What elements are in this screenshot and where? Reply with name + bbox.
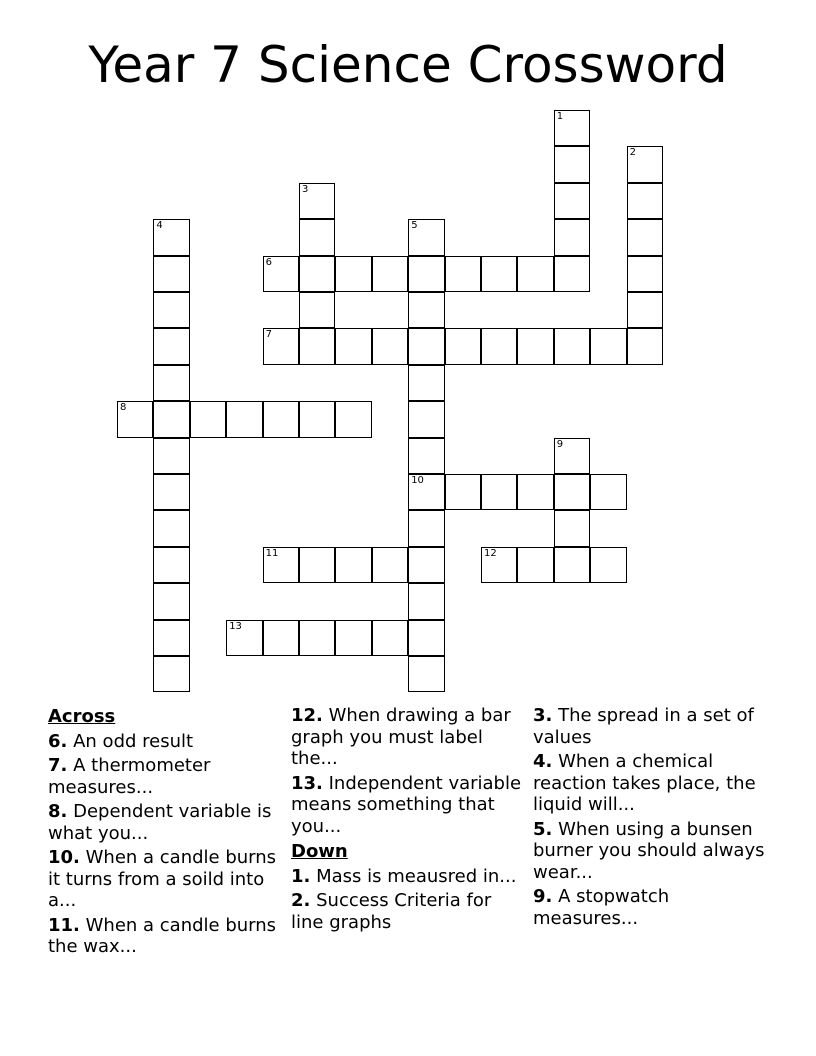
clue-text: When a candle burns it turns from a soild into a... xyxy=(48,847,277,911)
clue-text: An odd result xyxy=(73,730,194,752)
crossword-cell[interactable] xyxy=(517,547,553,583)
crossword-cell[interactable] xyxy=(335,256,371,292)
clue-down-5 xyxy=(533,819,768,884)
clue-number: 3. xyxy=(533,705,553,726)
clue-text: Independent variable means something that you... xyxy=(291,772,522,837)
crossword-cell[interactable] xyxy=(153,547,189,583)
crossword-cell[interactable] xyxy=(408,219,444,255)
crossword-cell[interactable] xyxy=(226,620,262,656)
crossword-cell[interactable] xyxy=(263,547,299,583)
clue-text: The spread in a set of values xyxy=(533,705,754,748)
crossword-cell[interactable] xyxy=(590,547,626,583)
clue-across-6 xyxy=(48,731,283,753)
crossword-cell[interactable] xyxy=(372,256,408,292)
cell-number: 2 xyxy=(629,147,636,159)
clue-text: When a chemical reaction takes place, the liquid will... xyxy=(533,751,756,815)
crossword-cell[interactable] xyxy=(554,110,590,146)
clue-number: 12. xyxy=(291,705,323,726)
crossword-cell[interactable] xyxy=(554,146,590,182)
crossword-cell[interactable] xyxy=(408,620,444,656)
cell-number: 12 xyxy=(484,547,497,559)
crossword-cell[interactable] xyxy=(445,474,481,510)
clue-down-2 xyxy=(291,890,526,933)
clues-column-3 xyxy=(533,702,768,929)
clue-number: 13. xyxy=(291,772,323,794)
clue-number: 11. xyxy=(48,914,80,936)
crossword-cell[interactable] xyxy=(335,328,371,364)
crossword-cell[interactable] xyxy=(554,510,590,546)
crossword-cell[interactable] xyxy=(226,401,262,437)
cell-number: 3 xyxy=(302,183,309,195)
clue-text: A thermometer measures... xyxy=(48,755,211,798)
crossword-cell[interactable] xyxy=(627,146,663,182)
crossword-cell[interactable] xyxy=(627,256,663,292)
crossword-cell[interactable] xyxy=(117,401,153,437)
crossword-cell[interactable] xyxy=(590,328,626,364)
crossword-cell[interactable] xyxy=(299,256,335,292)
crossword-cell[interactable] xyxy=(263,620,299,656)
crossword-cell[interactable] xyxy=(372,328,408,364)
crossword-cell[interactable] xyxy=(408,474,444,510)
cell-number: 4 xyxy=(156,220,163,232)
crossword-cell[interactable] xyxy=(299,547,335,583)
crossword-cell[interactable] xyxy=(590,474,626,510)
crossword-cell[interactable] xyxy=(263,328,299,364)
clue-number: 1. xyxy=(291,865,311,887)
crossword-cell[interactable] xyxy=(299,183,335,219)
clue-number: 2. xyxy=(291,890,311,911)
crossword-cell[interactable] xyxy=(408,292,444,328)
crossword-cell[interactable] xyxy=(627,183,663,219)
crossword-cell[interactable] xyxy=(299,328,335,364)
cell-number: 6 xyxy=(265,256,272,268)
crossword-cell[interactable] xyxy=(335,547,371,583)
crossword-cell[interactable] xyxy=(627,328,663,364)
clues-column-2 xyxy=(291,702,526,933)
crossword-cell[interactable] xyxy=(408,583,444,619)
clue-number: 6. xyxy=(48,730,68,752)
cell-number: 5 xyxy=(411,220,418,232)
clue-text: When a candle burns the wax... xyxy=(48,914,277,957)
clue-text: Mass is meausred in... xyxy=(316,865,517,887)
crossword-cell[interactable] xyxy=(481,256,517,292)
crossword-cell[interactable] xyxy=(554,474,590,510)
clue-number: 10. xyxy=(48,847,80,868)
crossword-cell[interactable] xyxy=(481,474,517,510)
crossword-cell[interactable] xyxy=(372,547,408,583)
clue-number: 4. xyxy=(533,751,553,772)
crossword-cell[interactable] xyxy=(299,292,335,328)
cell-number: 11 xyxy=(265,547,279,559)
crossword-cell[interactable] xyxy=(554,547,590,583)
cell-number: 1 xyxy=(556,111,564,122)
crossword-cell[interactable] xyxy=(335,620,371,656)
crossword-cell[interactable] xyxy=(554,219,590,255)
crossword-cell[interactable] xyxy=(627,219,663,255)
crossword-cell[interactable] xyxy=(554,183,590,219)
cell-number: 10 xyxy=(411,475,424,486)
crossword-cell[interactable] xyxy=(153,438,189,474)
clue-text: When drawing a bar graph you must label the... xyxy=(291,705,511,769)
cell-number: 9 xyxy=(556,438,564,450)
crossword-cell[interactable] xyxy=(153,474,189,510)
crossword-cell[interactable] xyxy=(408,656,444,692)
clue-across-8 xyxy=(48,801,283,844)
crossword-cell[interactable] xyxy=(408,256,444,292)
crossword-cell[interactable] xyxy=(299,219,335,255)
crossword-cell[interactable] xyxy=(299,620,335,656)
cell-number: 13 xyxy=(229,620,242,632)
clue-number: 8. xyxy=(48,801,68,822)
crossword-cell[interactable] xyxy=(153,510,189,546)
clue-across-7 xyxy=(48,755,283,798)
page-title: Year 7 Science Crossword xyxy=(88,36,728,94)
crossword-cell[interactable] xyxy=(554,256,590,292)
cell-number: 8 xyxy=(120,402,127,414)
crossword-cell[interactable] xyxy=(481,328,517,364)
clue-text: Dependent variable is what you... xyxy=(48,801,272,844)
crossword-cell[interactable] xyxy=(408,401,444,437)
crossword-cell[interactable] xyxy=(517,256,553,292)
down-heading: Down xyxy=(291,841,348,862)
crossword-cell[interactable] xyxy=(153,219,189,255)
crossword-cell[interactable] xyxy=(408,365,444,401)
crossword-cell[interactable] xyxy=(153,656,189,692)
crossword-cell[interactable] xyxy=(408,547,444,583)
crossword-cell[interactable] xyxy=(445,256,481,292)
clue-text: A stopwatch measures... xyxy=(533,886,670,929)
clues-column-1 xyxy=(48,702,283,958)
crossword-cell[interactable] xyxy=(299,401,335,437)
crossword-cell[interactable] xyxy=(554,438,590,474)
crossword-cell[interactable] xyxy=(517,474,553,510)
clue-down-4 xyxy=(533,751,768,816)
crossword-cell[interactable] xyxy=(372,620,408,656)
clue-number: 7. xyxy=(48,755,68,776)
clue-across-11 xyxy=(48,915,283,958)
crossword-cell[interactable] xyxy=(263,401,299,437)
crossword-cell[interactable] xyxy=(408,328,444,364)
crossword-cell[interactable] xyxy=(517,328,553,364)
clue-number: 9. xyxy=(533,886,553,907)
clue-across-13 xyxy=(291,773,526,838)
crossword-cell[interactable] xyxy=(335,401,371,437)
crossword-cell[interactable] xyxy=(627,292,663,328)
crossword-cell[interactable] xyxy=(554,328,590,364)
across-heading: Across xyxy=(48,706,116,727)
clue-down-3 xyxy=(533,705,768,748)
crossword-cell[interactable] xyxy=(153,620,189,656)
crossword-cell[interactable] xyxy=(445,328,481,364)
crossword-cell[interactable] xyxy=(153,292,189,328)
crossword-cell[interactable] xyxy=(408,438,444,474)
crossword-cell[interactable] xyxy=(153,583,189,619)
clue-down-1 xyxy=(291,866,526,888)
cell-number: 7 xyxy=(265,329,272,341)
crossword-cell[interactable] xyxy=(153,365,189,401)
crossword-cell[interactable] xyxy=(481,547,517,583)
clue-across-12 xyxy=(291,705,526,770)
clue-number: 5. xyxy=(533,818,553,840)
crossword-cell[interactable] xyxy=(153,401,189,437)
crossword-cell[interactable] xyxy=(190,401,226,437)
crossword-cell[interactable] xyxy=(263,256,299,292)
clue-across-10 xyxy=(48,847,283,912)
clue-text: When using a bunsen burner you should always wear... xyxy=(533,818,765,883)
clue-text: Success Criteria for line graphs xyxy=(291,890,492,933)
crossword-cell[interactable] xyxy=(153,328,189,364)
clue-down-9 xyxy=(533,886,768,929)
crossword-cell[interactable] xyxy=(408,510,444,546)
crossword-cell[interactable] xyxy=(153,256,189,292)
